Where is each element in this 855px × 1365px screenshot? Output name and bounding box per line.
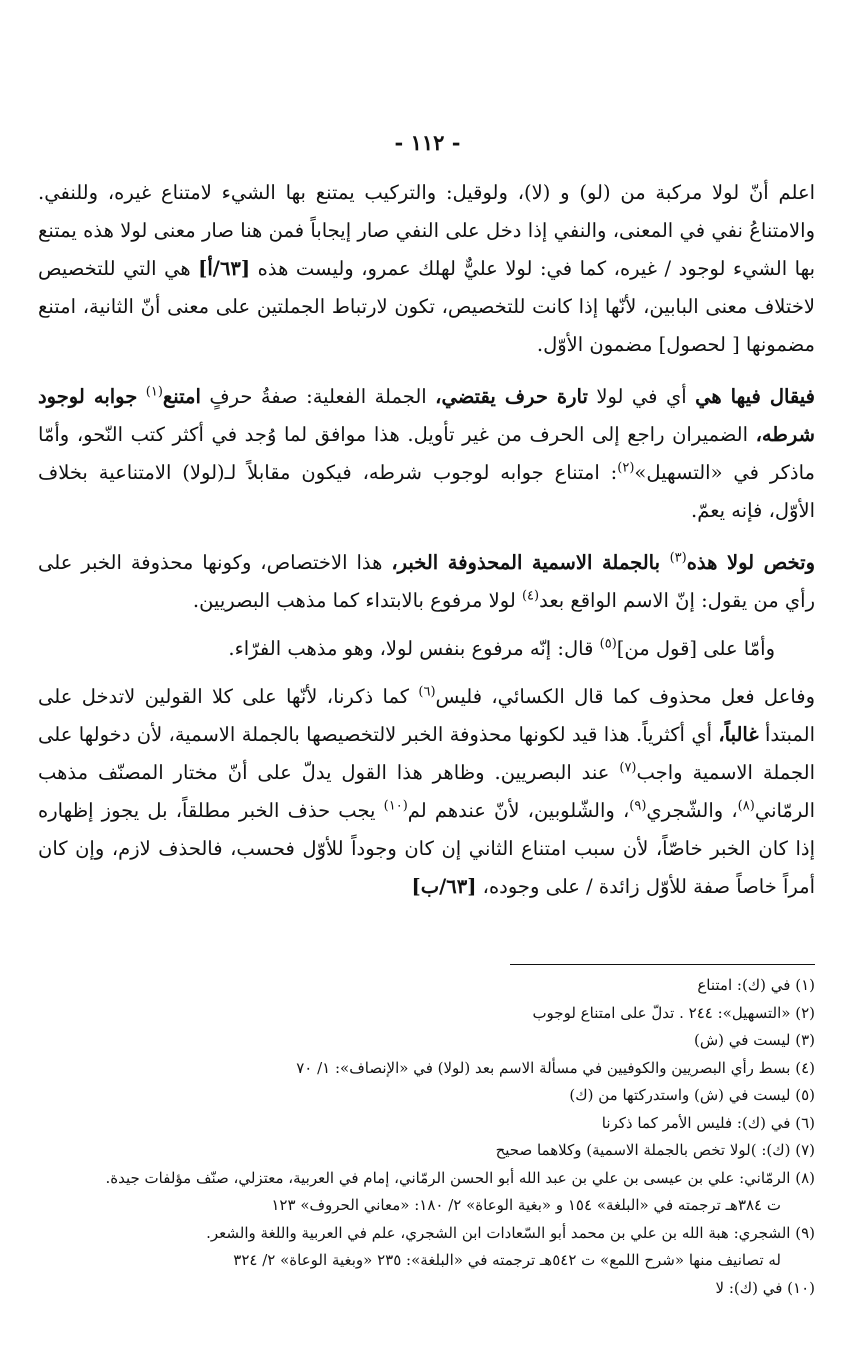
footnote: (٧) (ك): )لولا تخص بالجملة الاسمية) وكلاهما صحيح — [495, 1141, 815, 1159]
text-run: أي أكثرياً. هذا قيد لكونها محذوفة الخبر لالتخصيصها بالجملة الاسمية، لأن دخولها على الجملة الاسمية واجب — [38, 723, 815, 784]
lemma: بالجملة الاسمية المحذوفة الخبر، — [391, 551, 670, 574]
footnote-ref: (٤) — [521, 588, 540, 604]
lemma: تارة حرف يقتضي، — [435, 385, 588, 408]
text-run: وللنفي. والامتناعُ نفي في المعنى، والنفي إذا دخل على النفي صار إيجاباً فمن هنا صار معنى — [38, 181, 816, 242]
footnote-separator — [510, 964, 815, 965]
lemma: غالباً، — [718, 723, 759, 746]
footnote-ref: (٧) — [619, 760, 637, 776]
text-run: هذا الاختصاص، وكونها محذوفة الخبر على رأي من يقول: إنّ الاسم الواقع بعد — [38, 551, 815, 612]
footnote-continuation: ت ٣٨٤هـ ترجمته في «البلغة» ١٥٤ و «بغية الوعاة» ٢/ ١٨٠: «معاني الحروف» ١٢٣ — [271, 1196, 781, 1214]
text-run: : امتناع جوابه لوجوب شرطه، فيكون مقابلاً لـ(لولا) الامتناعية بخلاف الأوّل، فإنه يعمّ. — [38, 461, 815, 522]
text-run: اعلم أنّ لولا مركبة من (لو) و (لا)، ولوقيل: والتركيب يمتنع بها الشيء لامتناع غيره، — [107, 181, 815, 204]
lemma: فيقال فيها هي — [695, 385, 815, 408]
text-run: على معنى أنّ الثانية، امتنع مضمونها [ لحصول] مضمون الأوّل. — [38, 295, 815, 356]
footnote-ref: (٨) — [737, 798, 755, 814]
main-text — [38, 174, 815, 916]
footnote-ref: (٥) — [599, 636, 617, 652]
text-run: كما ذكرنا، لأنّها على كلا القولين لاتدخل على المبتدأ — [38, 685, 815, 746]
footnote-ref: (٩) — [629, 798, 647, 814]
lemma: وتخص لولا هذه — [686, 551, 815, 574]
paragraph-1 — [38, 174, 815, 364]
footnote: (٩) الشجري: هبة الله بن علي بن محمد أبو السّعادات ابن الشجري، علم في العربية واللغة والشعر. — [206, 1223, 815, 1242]
paragraph-2 — [38, 378, 815, 530]
footnote-ref: (٢) — [617, 460, 635, 476]
text-run: وأمّا على [قول من] — [616, 637, 775, 660]
text-run: لولا مرفوع بالابتداء كما مذهب البصريين. — [192, 589, 522, 612]
footnote-ref: (١٠) — [383, 798, 408, 814]
text-run: هي التي للتخصيص لاختلاف معنى البابين، لأنّها إذا كانت للتخصيص، تكون لارتباط الجملتين — [38, 257, 815, 318]
text-run: وفاعل فعل محذوف كما قال الكسائي، فليس — [435, 685, 815, 708]
footnote: (٢) «التسهيل»: ٢٤٤ . تدلّ على امتناع لوجوب — [532, 1003, 815, 1022]
text-run: ، والشّجري — [646, 799, 738, 822]
folio-marker: [٦٣/ب] — [411, 875, 477, 898]
paragraph-4 — [38, 630, 815, 668]
footnote-ref: (١) — [145, 384, 163, 400]
paragraph-5 — [38, 678, 815, 906]
footnote: (٣) ليست في (ش) — [694, 1031, 815, 1049]
text-run: الضميران راجع إلى الحرف من غير تأويل. هذا موافق لما وُجد في أكثر كتب النّحو، وأمّا ماذكر في «التسهيل» — [38, 423, 815, 484]
footnote: (٦) في (ك): فليس الأمر كما ذكرنا — [601, 1113, 815, 1132]
footnote: (٥) ليست في (ش) واستدركتها من (ك) — [569, 1086, 815, 1104]
text-run: عند البصريين. وظاهر هذا القول يدلّ على أنّ مختار المصنّف مذهب الرمّاني — [38, 761, 815, 822]
footnote-ref: (٣) — [669, 550, 687, 566]
footnote: (٨) الرمّاني: علي بن عيسى بن علي بن عبد الله أبو الحسن الرمّاني، إمام في العربية، معتزلي، صنّف مؤلفات جيدة. — [105, 1168, 815, 1187]
lemma: امتنع — [162, 385, 201, 408]
text-run: أي في لولا — [587, 385, 696, 408]
text-run: يجب حذف الخبر مطلقاً، بل يجوز إظهاره إذا كان الخبر خاصّاً، لأن سبب امتناع الثاني إن كان وجوداً للأوّل فحسب، فالحذف لازم، وإن كان أمراً خاصاً صفة للأوّل زائدة / على وجوده، — [38, 799, 815, 898]
text-run: الجملة الفعلية: صفةُ حرفٍ — [200, 385, 436, 408]
text-run: قال: إنّه مرفوع بنفس لولا، وهو مذهب الفرّاء. — [228, 637, 600, 660]
paragraph-3 — [38, 544, 815, 620]
page-number: - ١١٢ - — [394, 130, 461, 155]
footnote-ref: (٦) — [418, 684, 436, 700]
folio-marker: [٦٣/أ] — [198, 257, 251, 280]
footnotes — [38, 972, 815, 1302]
footnote: (٤) بسط رأي البصريين والكوفيين في مسألة الاسم بعد (لولا) في «الإنصاف»: ١/ ٧٠ — [296, 1058, 815, 1077]
footnote: (١) في (ك): امتناع — [697, 976, 815, 994]
lemma: جوابه لوجود شرطه، — [38, 385, 815, 446]
text-run: لولا هذه يمتنع بها الشيء لوجود / غيره، كما في: لولا عليٌّ لهلك عمرو، وليست هذه — [38, 219, 816, 280]
footnote: (١٠) في (ك): لا — [715, 1278, 815, 1297]
text-run: ، والشّلوبين، لأنّ عندهم لم — [407, 799, 630, 822]
footnote-continuation: له تصانيف منها «شرح اللمع» ت ٥٤٢هـ ترجمته في «البلغة»: ٢٣٥ «وبغية الوعاة» ٢/ ٣٢٤ — [233, 1251, 781, 1269]
